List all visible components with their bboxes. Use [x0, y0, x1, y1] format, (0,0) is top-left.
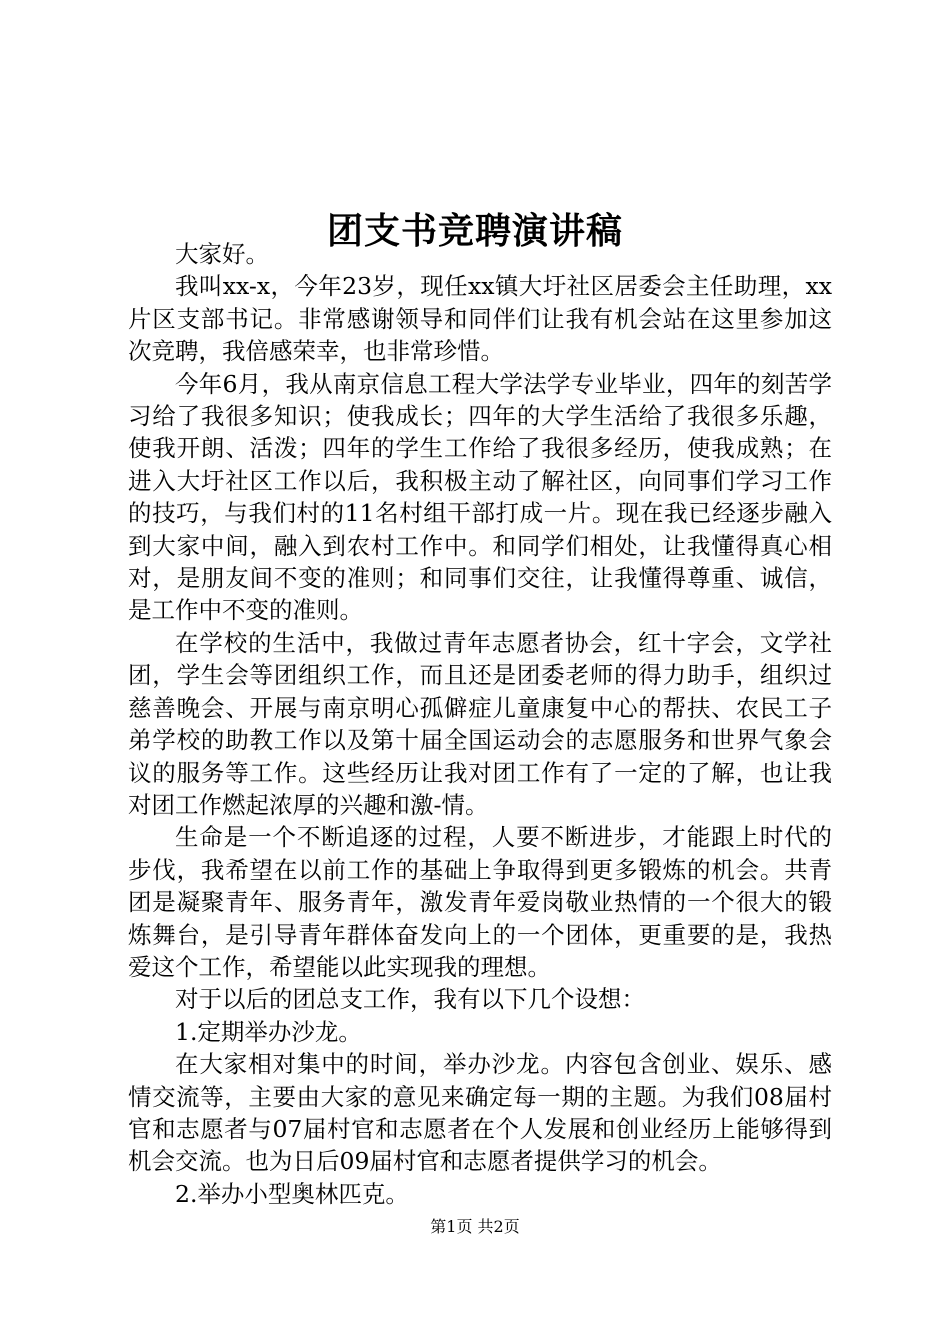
paragraph-plan-2-heading: 2.举办小型奥林匹克。	[175, 1179, 409, 1208]
paragraph-school-experience: 在学校的生活中，我做过青年志愿者协会，红十字会，文学社团，学生会等团组织工作，而且还是团委老师的得力助手，组织过慈善晚会、开展与南京明心孤僻症儿童康复中心的帮扶、农民工子弟学校的助教工作以及第十届全国运动会的志愿服务和世界气象会议的服务等工作。这些经历让我对团工作有了一定的了解，也让我对团工作燃起浓厚的兴趣和激-情。	[128, 628, 832, 819]
paragraph-background: 今年6月，我从南京信息工程大学法学专业毕业，四年的刻苦学习给了我很多知识；使我成长；四年的大学生活给了我很多乐趣，使我开朗、活泼；四年的学生工作给了我很多经历，使我成熟；在进入大圩社区工作以后，我积极主动了解社区，向同事们学习工作的技巧，与我们村的11名村组干部打成一片。现在我已经逐步融入到大家中间，融入到农村工作中。和同学们相处，让我懂得真心相对，是朋友间不变的准则；和同事们交往，让我懂得尊重、诚信，是工作中不变的准则。	[128, 369, 832, 625]
document-title: 团支书竞聘演讲稿	[326, 210, 623, 253]
document-body	[128, 238, 832, 1210]
paragraph-greeting: 大家好。	[175, 240, 269, 268]
paragraph-plan-1-heading: 1.定期举办沙龙。	[175, 1017, 362, 1046]
paragraph-motivation: 生命是一个不断追逐的过程，人要不断进步，才能跟上时代的步伐，我希望在以前工作的基础上争取得到更多锻炼的机会。共青团是凝聚青年、服务青年，激发青年爱岗敬业热情的一个很大的锻炼舞台，是引导青年群体奋发向上的一个团体，更重要的是，我热爱这个工作，希望能以此实现我的理想。	[128, 823, 832, 981]
page-footer: 第1页 共2页	[430, 1217, 520, 1236]
paragraph-plan-1-detail: 在大家相对集中的时间，举办沙龙。内容包含创业、娱乐、感情交流等，主要由大家的意见来确定每一期的主题。为我们08届村官和志愿者与07届村官和志愿者在个人发展和创业经历上能够得到机会交流。也为日后09届村官和志愿者提供学习的机会。	[128, 1050, 832, 1176]
paragraph-introduction: 我叫xx-x，今年23岁，现任xx镇大圩社区居委会主任助理，xx片区支部书记。非常感谢领导和同伴们让我有机会站在这里参加这次竞聘，我倍感荣幸，也非常珍惜。	[128, 272, 832, 366]
paragraph-plans-intro: 对于以后的团总支工作，我有以下几个设想：	[175, 985, 645, 1014]
